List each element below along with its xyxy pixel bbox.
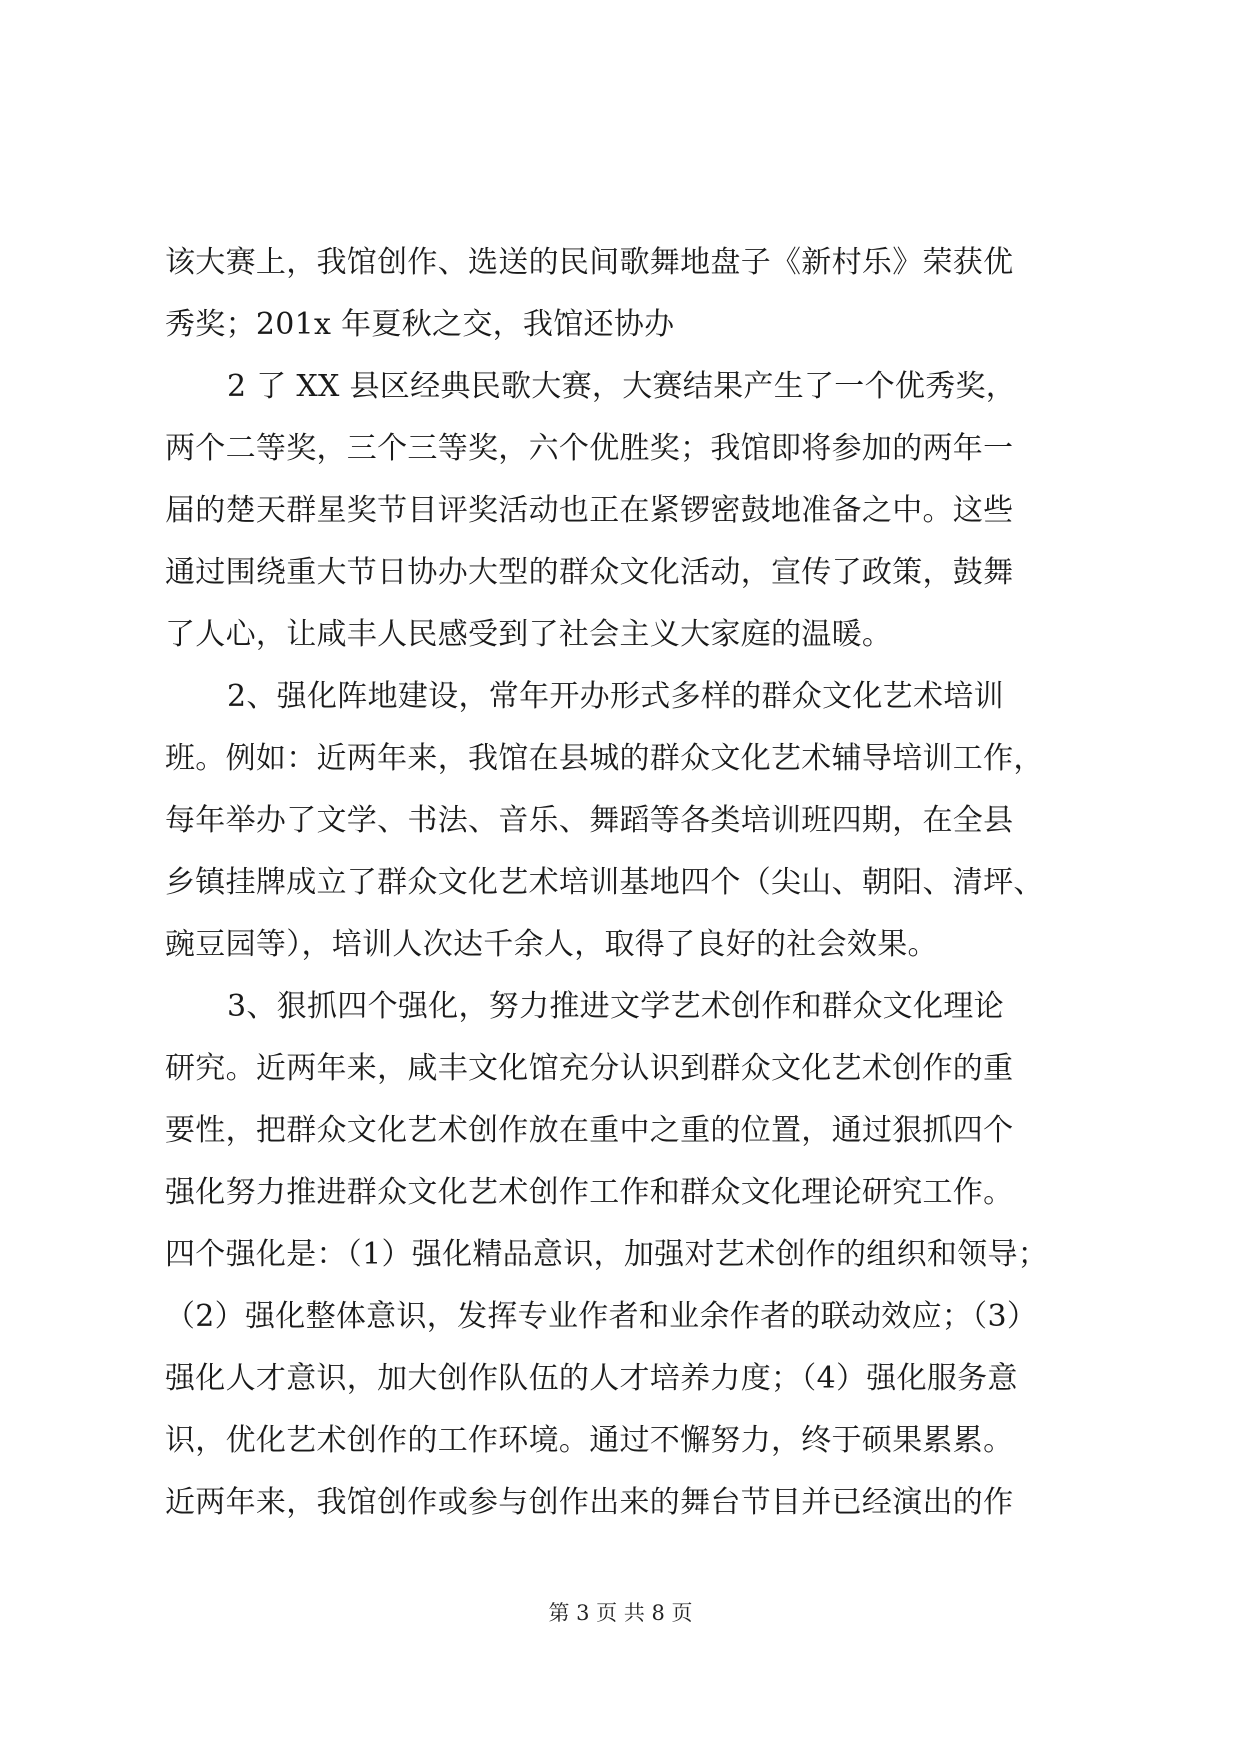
paragraph-line: 该大赛上，我馆创作、选送的民间歌舞地盘子《新村乐》荣获优 <box>165 245 1014 280</box>
paragraph-line: 识，优化艺术创作的工作环境。通过不懈努力，终于硕果累累。 <box>165 1423 1014 1458</box>
paragraph-line: 3、狠抓四个强化，努力推进文学艺术创作和群众文化理论 <box>227 989 1004 1024</box>
paragraph-line: 2、强化阵地建设，常年开办形式多样的群众文化艺术培训 <box>227 679 1004 714</box>
paragraph-line: 乡镇挂牌成立了群众文化艺术培训基地四个（尖山、朝阳、清坪、 <box>165 865 1044 900</box>
paragraph-line: 四个强化是：（1）强化精品意识，加强对艺术创作的组织和领导； <box>165 1237 1049 1272</box>
paragraph-line: 两个二等奖，三个三等奖，六个优胜奖；我馆即将参加的两年一 <box>165 431 1014 466</box>
paragraph-line: （2）强化整体意识，发挥专业作者和业余作者的联动效应；（3） <box>165 1299 1038 1334</box>
paragraph-line: 届的楚天群星奖节目评奖活动也正在紧锣密鼓地准备之中。这些 <box>165 493 1014 528</box>
paragraph-line: 班。例如：近两年来，我馆在县城的群众文化艺术辅导培训工作， <box>165 741 1044 776</box>
paragraph-line: 强化努力推进群众文化艺术创作工作和群众文化理论研究工作。 <box>165 1175 1014 1210</box>
paragraph-line: 了人心，让咸丰人民感受到了社会主义大家庭的温暖。 <box>165 617 893 652</box>
paragraph-line: 豌豆园等），培训人次达千余人，取得了良好的社会效果。 <box>165 927 938 962</box>
paragraph-line: 秀奖；201x 年夏秋之交，我馆还协办 <box>165 307 675 342</box>
paragraph-line: 通过围绕重大节日协办大型的群众文化活动，宣传了政策，鼓舞 <box>165 555 1014 590</box>
paragraph-line: 每年举办了文学、书法、音乐、舞蹈等各类培训班四期，在全县 <box>165 803 1014 838</box>
paragraph-line: 2 了 XX 县区经典民歌大赛，大赛结果产生了一个优秀奖， <box>227 369 1017 404</box>
paragraph-line: 研究。近两年来，咸丰文化馆充分认识到群众文化艺术创作的重 <box>165 1051 1014 1086</box>
page-number-footer: 第 3 页 共 8 页 <box>548 1601 693 1625</box>
paragraph-line: 近两年来，我馆创作或参与创作出来的舞台节目并已经演出的作 <box>165 1485 1014 1520</box>
paragraph-line: 要性，把群众文化艺术创作放在重中之重的位置，通过狠抓四个 <box>165 1113 1014 1148</box>
paragraph-line: 强化人才意识，加大创作队伍的人才培养力度；（4）强化服务意 <box>165 1361 1018 1396</box>
